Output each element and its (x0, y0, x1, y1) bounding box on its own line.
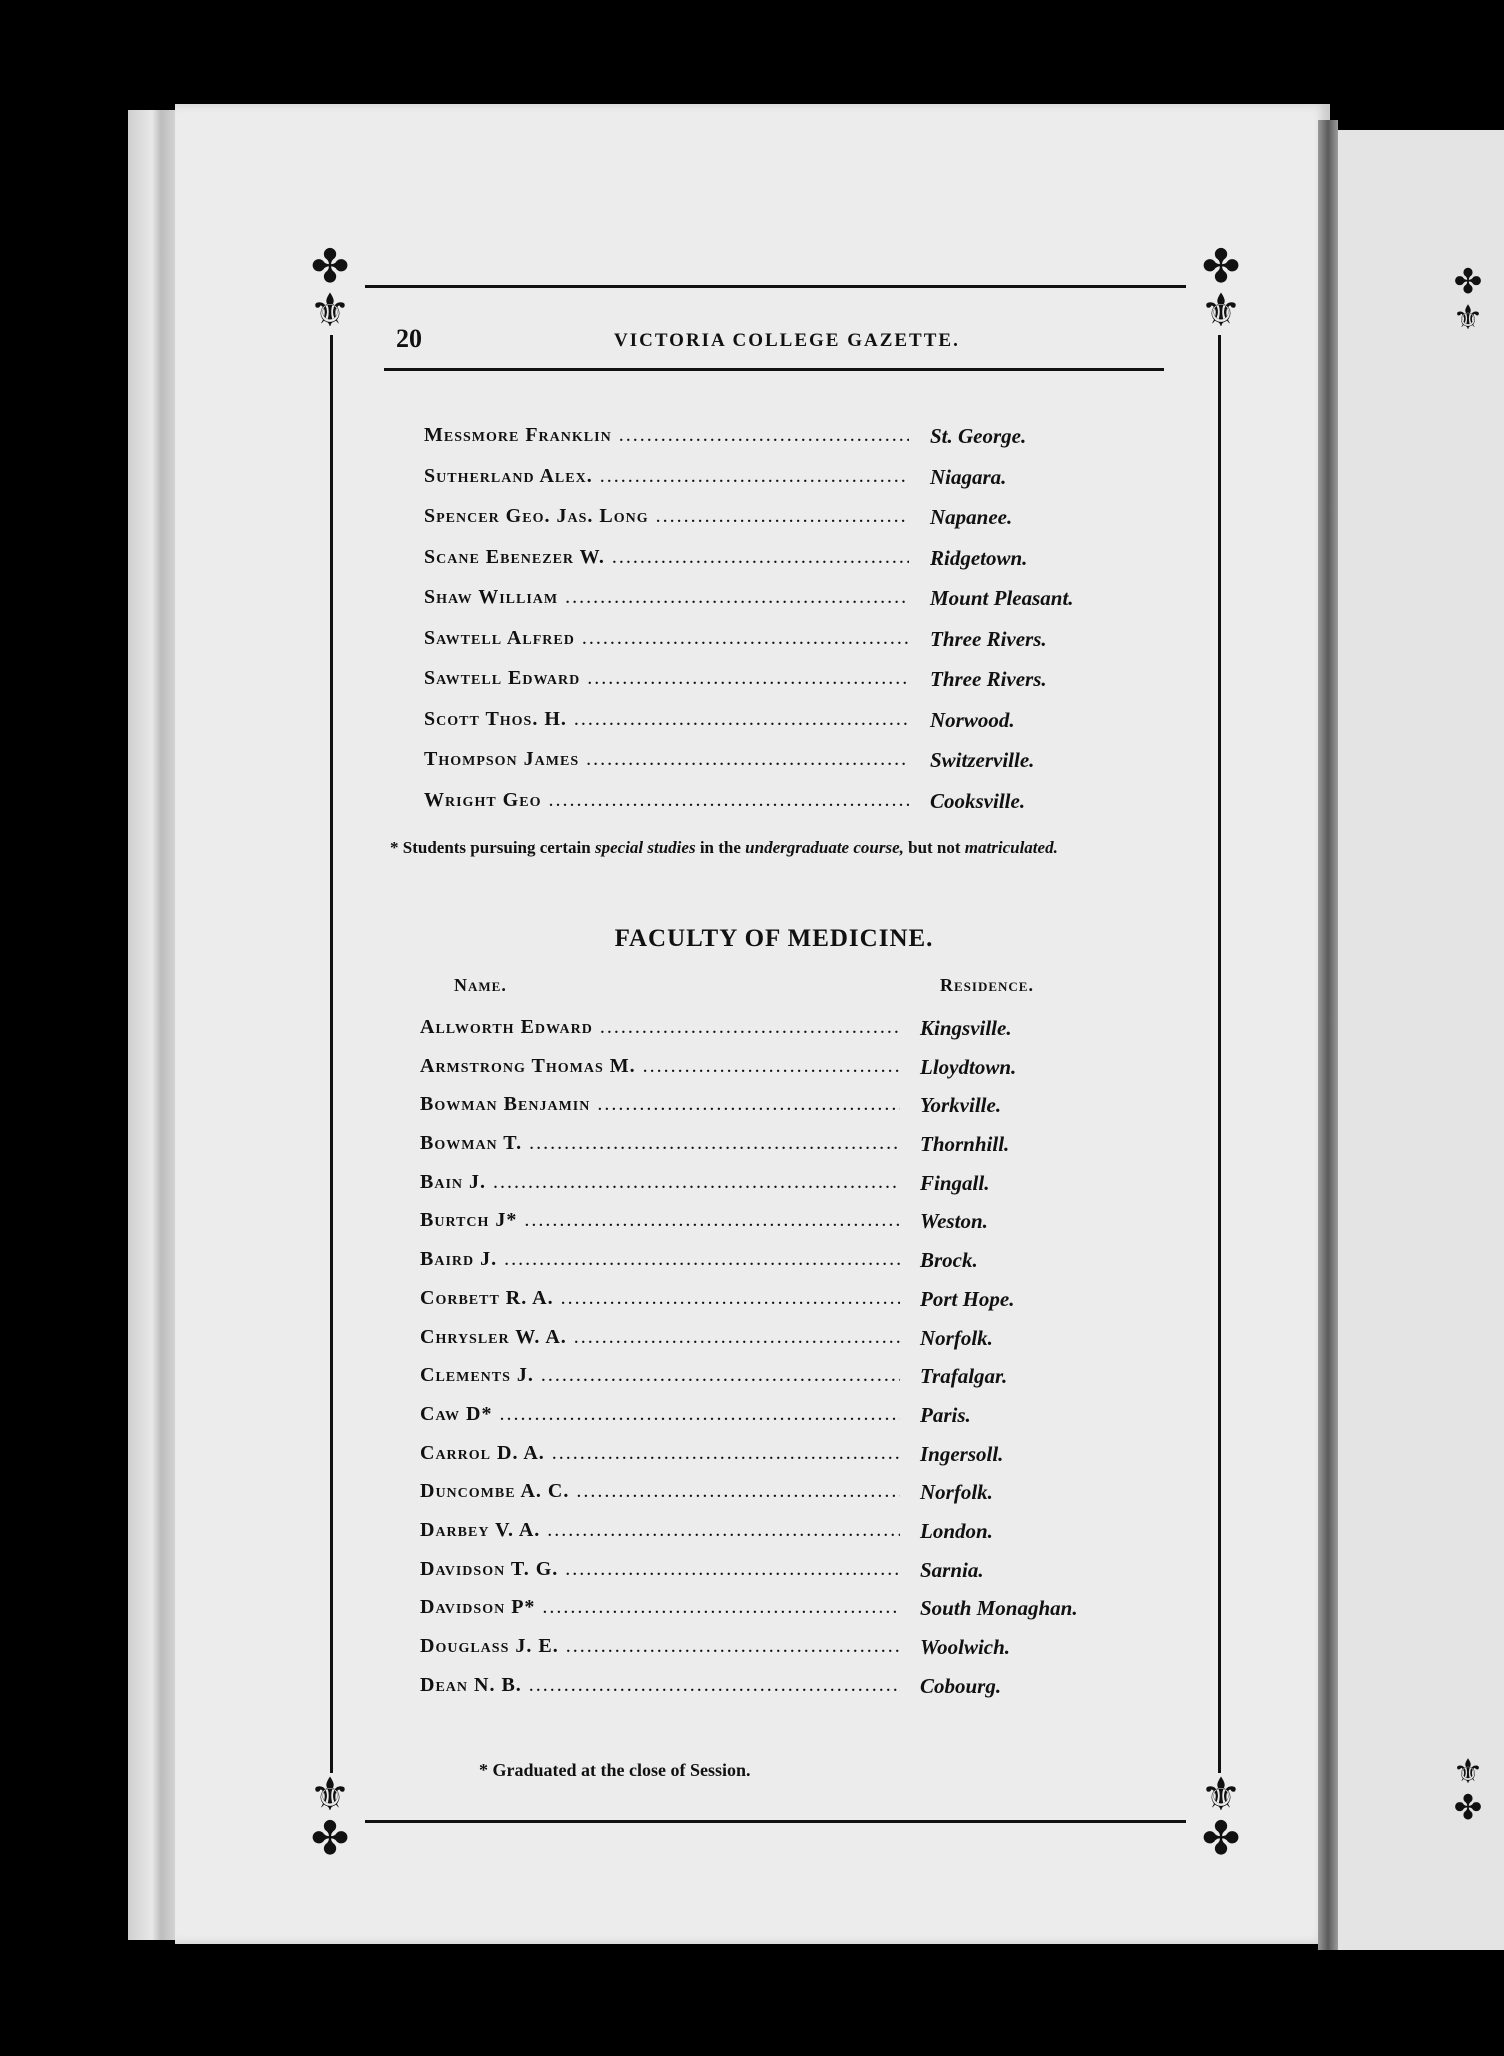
student-name: Thompson James ..... (424, 748, 909, 776)
student-residence: Yorkville. (920, 1093, 1002, 1118)
list-item (424, 540, 1124, 581)
student-residence: Cobourg. (920, 1673, 1002, 1698)
page-number: 20 (396, 324, 422, 353)
list-item (424, 580, 1124, 621)
list-item (420, 1629, 1140, 1668)
student-residence: Ingersoll. (920, 1441, 1004, 1466)
student-name: Davidson T. G. ..... (420, 1558, 900, 1586)
student-residence: South Monaghan. (920, 1596, 1078, 1621)
border-top-rule (333, 285, 1218, 288)
student-residence: Fingall. (920, 1170, 990, 1195)
student-name: Wright Geo ..... (424, 789, 909, 817)
student-residence: Switzerville. (930, 748, 1035, 772)
student-name: Bowman T. ..... (420, 1132, 900, 1160)
student-residence: Brock. (920, 1248, 978, 1273)
special-students-footnote: * Students pursuing certain special studies in the undergraduate course, but not matriculated. (390, 838, 1058, 857)
student-residence: Weston. (920, 1209, 988, 1234)
running-head: VICTORIA COLLEGE GAZETTE. (614, 330, 960, 351)
list-item (420, 1436, 1140, 1475)
student-name: Bowman Benjamin ..... (420, 1093, 900, 1121)
list-item (420, 1203, 1140, 1242)
student-residence: Mount Pleasant. (930, 586, 1074, 610)
list-item (424, 499, 1124, 540)
student-name: Sutherland Alex. ..... (424, 465, 909, 493)
student-name: Clements J. ..... (420, 1364, 900, 1392)
list-item (420, 1049, 1140, 1088)
student-residence: Norfolk. (920, 1325, 993, 1350)
list-item (424, 702, 1124, 743)
student-name: Sawtell Edward ..... (424, 667, 909, 695)
student-name: Douglass J. E. ..... (420, 1635, 900, 1663)
student-list (424, 418, 1124, 823)
border-bottom-rule (333, 1820, 1218, 1823)
student-name: Corbett R. A. ..... (420, 1287, 900, 1315)
student-name: Caw D* ..... (420, 1403, 900, 1431)
student-name: Shaw William ..... (424, 586, 909, 614)
list-item (420, 1087, 1140, 1126)
student-residence: Norwood. (930, 707, 1015, 732)
student-name: Scane Ebenezer W. ..... (424, 546, 909, 574)
student-name: Chrysler W. A. ..... (420, 1326, 900, 1354)
graduated-footnote: * Graduated at the close of Session. (479, 1760, 751, 1780)
list-item (420, 1590, 1140, 1629)
page-header (384, 320, 1164, 371)
list-item (420, 1552, 1140, 1591)
list-item (424, 621, 1124, 662)
list-item (420, 1320, 1140, 1359)
student-residence: Sarnia. (920, 1557, 984, 1582)
student-residence: St. George. (930, 424, 1027, 448)
list-item (424, 742, 1124, 783)
student-residence: Kingsville. (920, 1016, 1012, 1040)
student-residence: London. (920, 1518, 993, 1543)
list-item (424, 783, 1124, 824)
list-item (420, 1126, 1140, 1165)
student-name: Darbey V. A. ..... (420, 1519, 900, 1547)
student-residence: Ridgetown. (930, 545, 1028, 570)
list-item (424, 418, 1124, 459)
student-residence: Trafalgar. (920, 1364, 1008, 1389)
student-residence: Three Rivers. (930, 667, 1047, 691)
student-residence: Woolwich. (920, 1635, 1011, 1659)
student-name: Scott Thos. H. ..... (424, 708, 909, 736)
student-name: Spencer Geo. Jas. Long ..... (424, 505, 909, 533)
student-name: Sawtell Alfred ..... (424, 627, 909, 655)
student-residence: Thornhill. (920, 1132, 1010, 1157)
student-name: Duncombe A. C. ..... (420, 1480, 900, 1508)
student-name: Armstrong Thomas M. ..... (420, 1055, 900, 1083)
medicine-student-list (420, 1010, 1140, 1706)
student-residence: Port Hope. (920, 1286, 1015, 1311)
next-page-edge (1338, 130, 1504, 1950)
list-item (420, 1397, 1140, 1436)
list-item (420, 1281, 1140, 1320)
student-residence: Niagara. (930, 464, 1007, 489)
student-name: Allworth Edward ..... (420, 1016, 900, 1044)
next-page-ornament-icon: ⚜ ✤ (1452, 1754, 1484, 1827)
list-item (420, 1513, 1140, 1552)
corner-ornament-icon: ⚜ ✤ (295, 1773, 365, 1863)
list-item (420, 1010, 1140, 1049)
section-title: FACULTY OF MEDICINE. (614, 925, 934, 952)
student-residence: Lloydtown. (920, 1054, 1017, 1079)
student-residence: Napanee. (930, 505, 1013, 529)
list-item (420, 1165, 1140, 1204)
student-name: Carrol D. A. ..... (420, 1442, 900, 1470)
list-item (424, 661, 1124, 702)
name-column-heading: Name. (454, 975, 507, 995)
student-name: Messmore Franklin ..... (424, 424, 909, 452)
student-name: Bain J. ..... (420, 1171, 900, 1199)
corner-ornament-icon: ✤ ⚜ (295, 245, 365, 335)
corner-ornament-icon: ⚜ ✤ (1186, 1773, 1256, 1863)
student-name: Dean N. B. ..... (420, 1674, 900, 1702)
student-name: Baird J. ..... (420, 1248, 900, 1276)
list-item (420, 1474, 1140, 1513)
student-residence: Three Rivers. (930, 626, 1047, 651)
book-gutter (1318, 120, 1338, 1950)
next-page-ornament-icon: ✤ ⚜ (1452, 264, 1484, 337)
student-residence: Norfolk. (920, 1480, 993, 1505)
student-name: Burtch J* ..... (420, 1209, 900, 1237)
list-item (420, 1668, 1140, 1707)
list-item (420, 1358, 1140, 1397)
student-name: Davidson P* ..... (420, 1596, 900, 1624)
corner-ornament-icon: ✤ ⚜ (1186, 245, 1256, 335)
student-residence: Paris. (920, 1402, 971, 1427)
list-item (424, 459, 1124, 500)
student-residence: Cooksville. (930, 788, 1026, 813)
residence-column-heading: Residence. (940, 975, 1034, 995)
list-item (420, 1242, 1140, 1281)
